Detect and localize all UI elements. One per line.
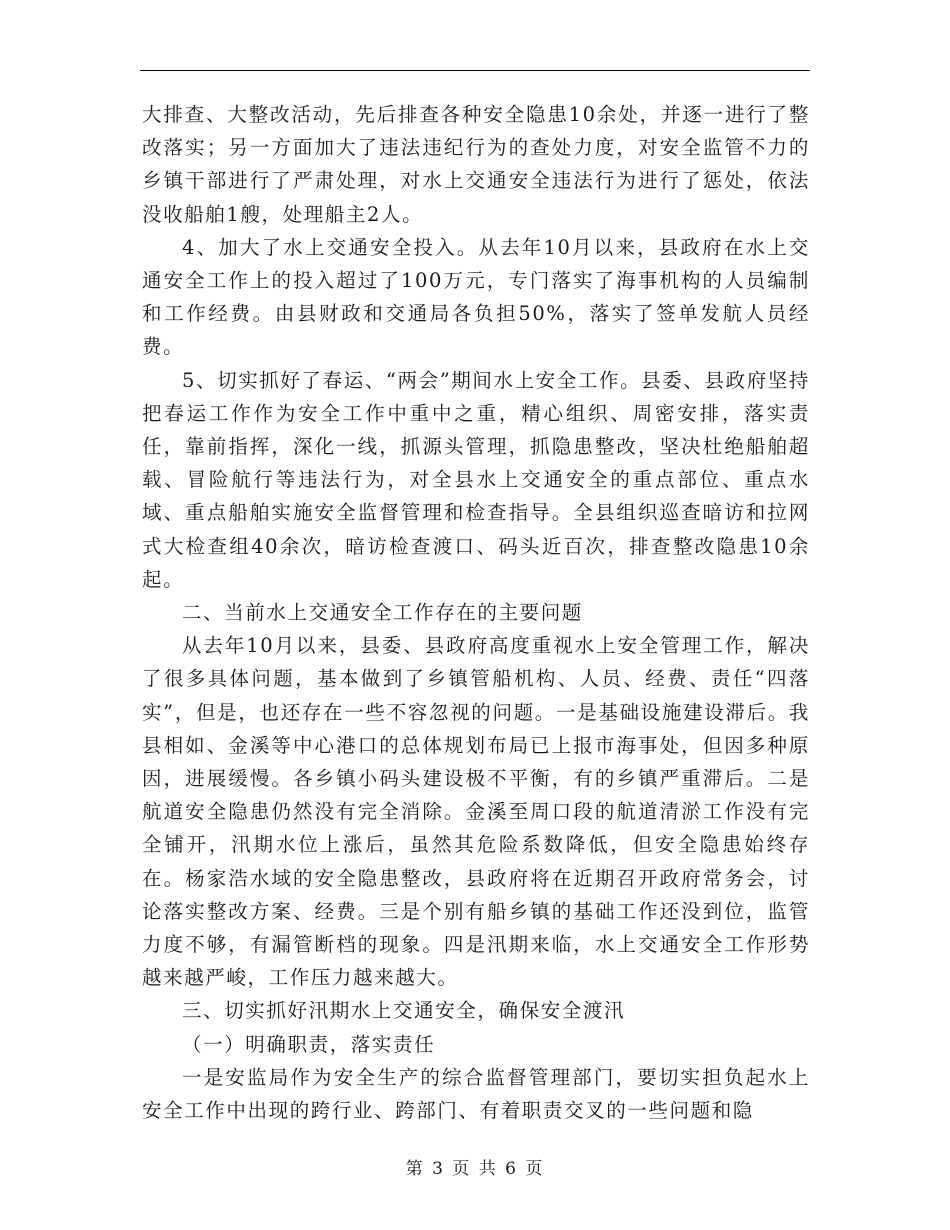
paragraph: 5、切实抓好了春运、“两会”期间水上安全工作。县委、县政府坚持把春运工作作为安全工作中重中之重，精心组织、周密安排，落实责任，靠前指挥，深化一线，抓源头管理，抓隐患整改，坚决杜绝船舶超载、冒险航行等违法行为，对全县水上交通安全的重点部位、重点水域、重点船舶实施安全监督管理和检查指导。全县组织巡查暗访和拉网式大检查组40余次，暗访检查渡口、码头近百次，排查整改隐患10余起。 — [142, 368, 810, 591]
section-heading: 二、当前水上交通安全工作存在的主要问题 — [182, 601, 583, 625]
section-heading: 三、切实抓好汛期水上交通安全，确保安全渡汛 — [182, 999, 626, 1023]
subsection-heading: （一）明确职责，落实责任 — [182, 1032, 436, 1056]
paragraph: 4、加大了水上交通安全投入。从去年10月以来，县政府在水上交通安全工作上的投入超过了100万元，专门落实了海事机构的人员编制和工作经费。由县财政和交通局各负担50%，落实了签单发航人员经费。 — [142, 235, 810, 359]
document-body — [142, 98, 810, 1127]
page-number-footer: 第 3 页 共 6 页 — [405, 1159, 545, 1179]
header-rule — [140, 70, 810, 71]
paragraph: 大排查、大整改活动，先后排查各种安全隐患10余处，并逐一进行了整改落实；另一方面加大了违法违纪行为的查处力度，对安全监管不力的乡镇干部进行了严肃处理，对水上交通安全违法行为进行了惩处，依法没收船舶1艘，处理船主2人。 — [142, 103, 810, 226]
paragraph: 从去年10月以来，县委、县政府高度重视水上安全管理工作，解决了很多具体问题，基本做到了乡镇管船机构、人员、经费、责任“四落实”，但是，也还存在一些不容忽视的问题。一是基础设施建设滞后。我县相如、金溪等中心港口的总体规划布局已上报市海事处，但因多种原因，进展缓慢。各乡镇小码头建设极不平衡，有的乡镇严重滞后。二是航道安全隐患仍然没有完全消除。金溪至周口段的航道清淤工作没有完全铺开，汛期水位上涨后，虽然其危险系数降低，但安全隐患始终存在。杨家浩水域的安全隐患整改，县政府将在近期召开政府常务会，讨论落实整改方案、经费。三是个别有船乡镇的基础工作还没到位，监管力度不够，有漏管断档的现象。四是汛期来临，水上交通安全工作形势越来越严峻，工作压力越来越大。 — [142, 634, 810, 990]
paragraph: 一是安监局作为安全生产的综合监督管理部门，要切实担负起水上安全工作中出现的跨行业、跨部门、有着职责交叉的一些问题和隐 — [142, 1065, 810, 1123]
